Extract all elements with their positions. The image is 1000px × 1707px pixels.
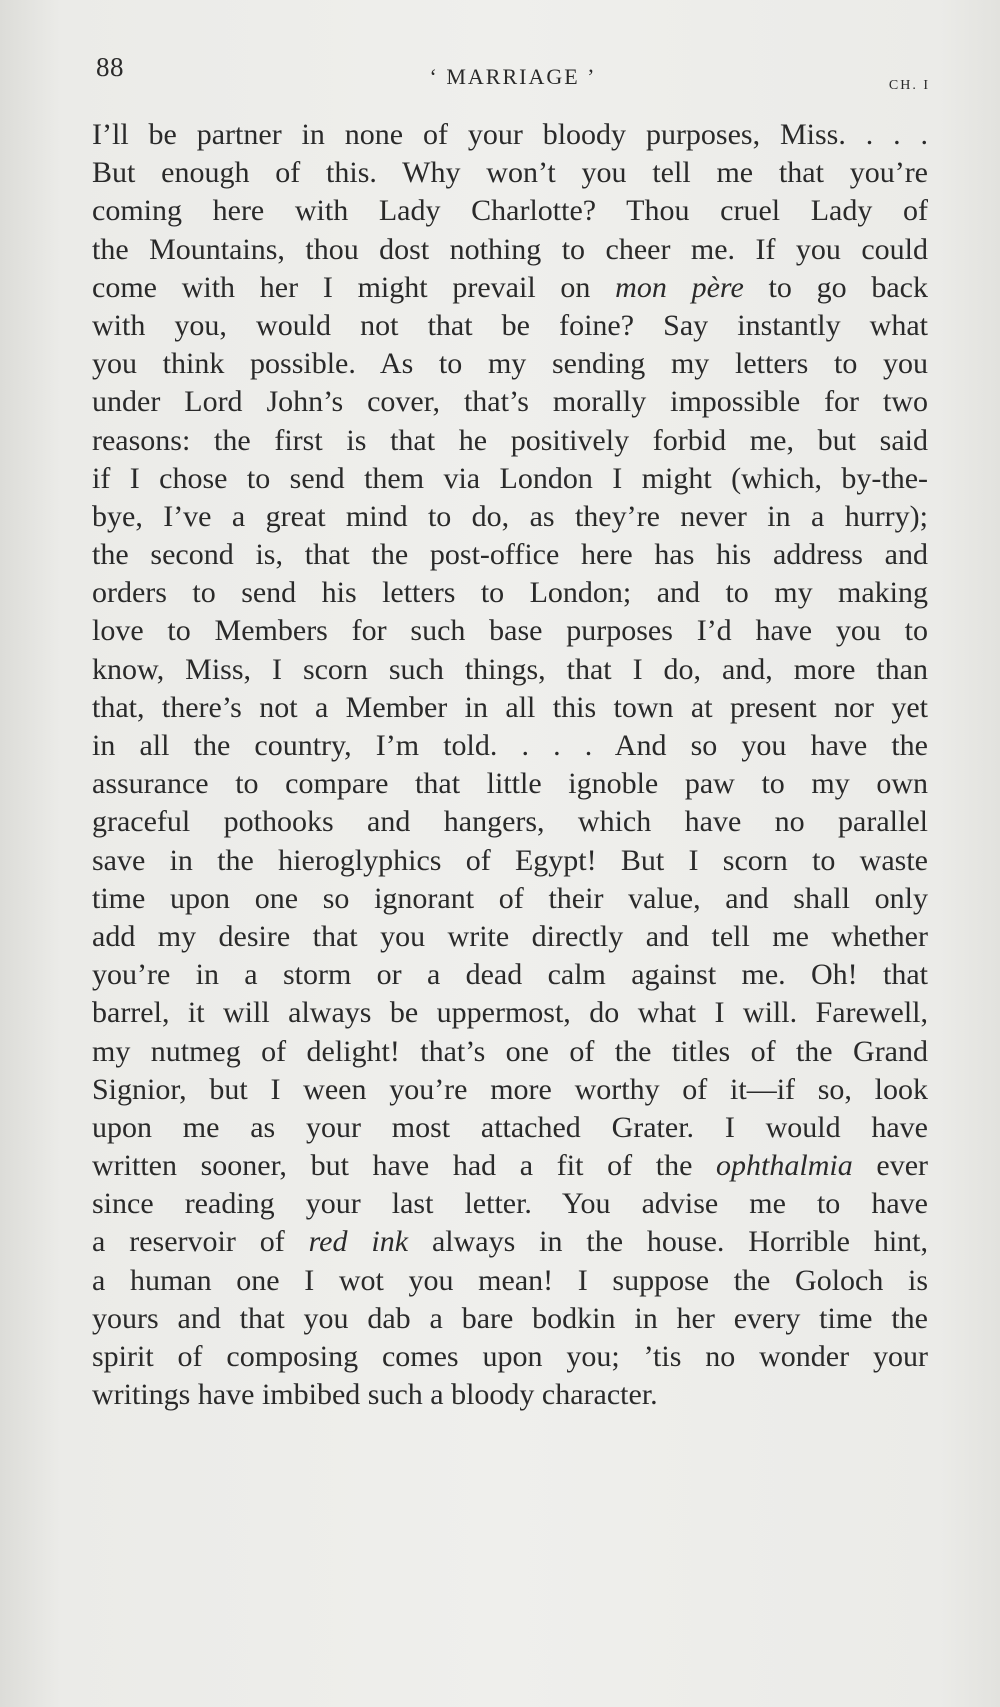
text-line: upon me as your most attached Grater. I would have [92,1110,928,1144]
page-number: 88 [96,52,124,82]
italic-phrase: mon père [615,270,744,304]
text-line: in all the country, I’m told. . . . And so you have the [92,729,928,762]
text-line: save in the hieroglyphics of Egypt! But I scorn to waste [92,843,928,877]
body-text [92,116,928,1414]
text-line: assurance to compare that little ignoble paw to my own [92,767,928,801]
text-line: reasons: the first is that he positively forbid me, but said [92,423,928,457]
italic-phrase: ophthalmia [716,1149,853,1183]
text-line: coming here with Lady Charlotte? Thou cruel Lady of [92,194,928,228]
text-line: a reservoir of red ink always in the house. Horrible hint, [92,1225,928,1259]
text-line: written sooner, but have had a fit of the ophthalmia ever [92,1149,928,1183]
running-header [96,52,930,92]
text-line: the second is, that the post-office here has his address and [92,538,928,572]
text-line: graceful pothooks and hangers, which have no parallel [92,805,928,839]
text-line: under Lord John’s cover, that’s morally impossible for two [92,385,928,419]
text-line: time upon one so ignorant of their value, and shall only [92,881,928,915]
text-line: come with her I might prevail on mon père to go back [92,270,928,304]
running-title: ‘ MARRIAGE ’ [429,64,597,89]
text-line: writings have imbibed such a bloody character. [92,1378,658,1412]
text-line: bye, I’ve a great mind to do, as they’re never in a hurry); [92,499,928,533]
text-line: you’re in a storm or a dead calm against me. Oh! that [92,958,928,992]
text-line: But enough of this. Why won’t you tell me that you’re [92,156,928,190]
text-line: since reading your last letter. You advise me to have [92,1187,928,1221]
text-line: barrel, it will always be uppermost, do what I will. Farewell, [92,996,928,1030]
text-line: the Mountains, thou dost nothing to cheer me. If you could [92,232,928,266]
text-line: love to Members for such base purposes I’d have you to [92,614,928,648]
italic-phrase: red ink [308,1225,409,1259]
text-line: that, there’s not a Member in all this town at present nor yet [92,690,928,724]
text-line: yours and that you dab a bare bodkin in her every time the [92,1301,928,1335]
text-line: Signior, but I ween you’re more worthy of it—if so, look [92,1072,928,1106]
text-line: a human one I wot you mean! I suppose the Goloch is [92,1263,928,1297]
text-line: know, Miss, I scorn such things, that I do, and, more than [92,652,928,686]
text-line: with you, would not that be foine? Say instantly what [92,308,928,342]
text-line: orders to send his letters to London; and to my making [92,576,928,610]
text-line: add my desire that you write directly and tell me whether [92,919,928,953]
text-line: spirit of composing comes upon you; ’tis no wonder your [92,1340,928,1373]
text-line: if I chose to send them via London I might (which, by-the- [92,461,928,495]
text-line: I’ll be partner in none of your bloody purposes, Miss. . . . [92,118,928,151]
text-line: my nutmeg of delight! that’s one of the titles of the Grand [92,1034,928,1068]
text-line: you think possible. As to my sending my letters to you [92,347,928,381]
chapter-marker: CH. I [888,78,930,93]
